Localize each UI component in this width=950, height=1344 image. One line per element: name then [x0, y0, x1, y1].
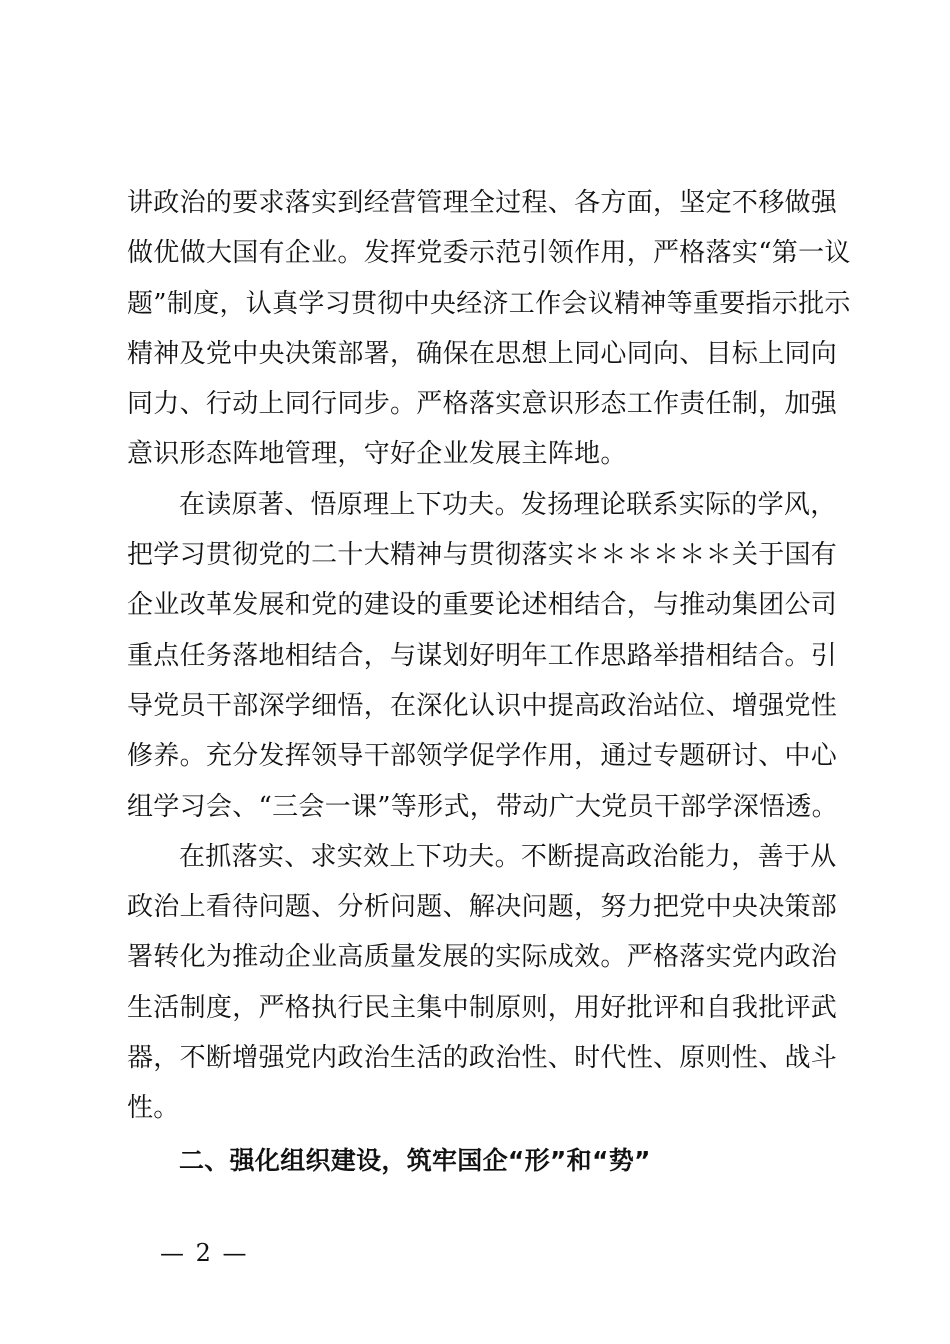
text-line: 修养。充分发挥领导干部领学促学作用，通过专题研讨、中心	[127, 741, 838, 772]
text-line: 性。	[127, 1093, 180, 1124]
text-line: 题”制度，认真学习贯彻中央经济工作会议精神等重要指示批示	[127, 288, 851, 319]
text-line: 器，不断增强党内政治生活的政治性、时代性、原则性、战斗	[127, 1043, 838, 1074]
paragraph-start-line: 在读原著、悟原理上下功夫。发扬理论联系实际的学风，	[179, 489, 837, 520]
section-heading: 二、强化组织建设，筑牢国企“形”和“势”	[179, 1145, 651, 1175]
text-line: 组学习会、“三会一课”等形式，带动广大党员干部学深悟透。	[127, 791, 838, 822]
text-line: 重点任务落地相结合，与谋划好明年工作思路举措相结合。引	[127, 640, 838, 671]
page-number: — 2 —	[160, 1239, 249, 1267]
text-line: 政治上看待问题、分析问题、解决问题，努力把党中央决策部	[127, 892, 838, 923]
text-line: 导党员干部深学细悟，在深化认识中提高政治站位、增强党性	[127, 690, 838, 721]
text-line: 意识形态阵地管理，守好企业发展主阵地。	[127, 439, 627, 470]
document-body	[127, 178, 851, 1186]
text-line: 企业改革发展和党的建设的重要论述相结合，与推动集团公司	[127, 590, 838, 621]
text-line: 生活制度，严格执行民主集中制原则，用好批评和自我批评武	[127, 992, 838, 1023]
text-line: 把学习贯彻党的二十大精神与贯彻落实＊＊＊＊＊＊关于国有	[127, 540, 838, 571]
text-line: 讲政治的要求落实到经营管理全过程、各方面，坚定不移做强	[127, 188, 838, 218]
text-line: 做优做大国有企业。发挥党委示范引领作用，严格落实“第一议	[127, 238, 851, 269]
text-line: 同力、行动上同行同步。严格落实意识形态工作责任制，加强	[127, 389, 838, 420]
paragraph-start-line: 在抓落实、求实效上下功夫。不断提高政治能力，善于从	[179, 841, 837, 872]
text-line: 精神及党中央决策部署，确保在思想上同心同向、目标上同向	[127, 338, 838, 369]
text-line: 署转化为推动企业高质量发展的实际成效。严格落实党内政治	[127, 942, 838, 973]
